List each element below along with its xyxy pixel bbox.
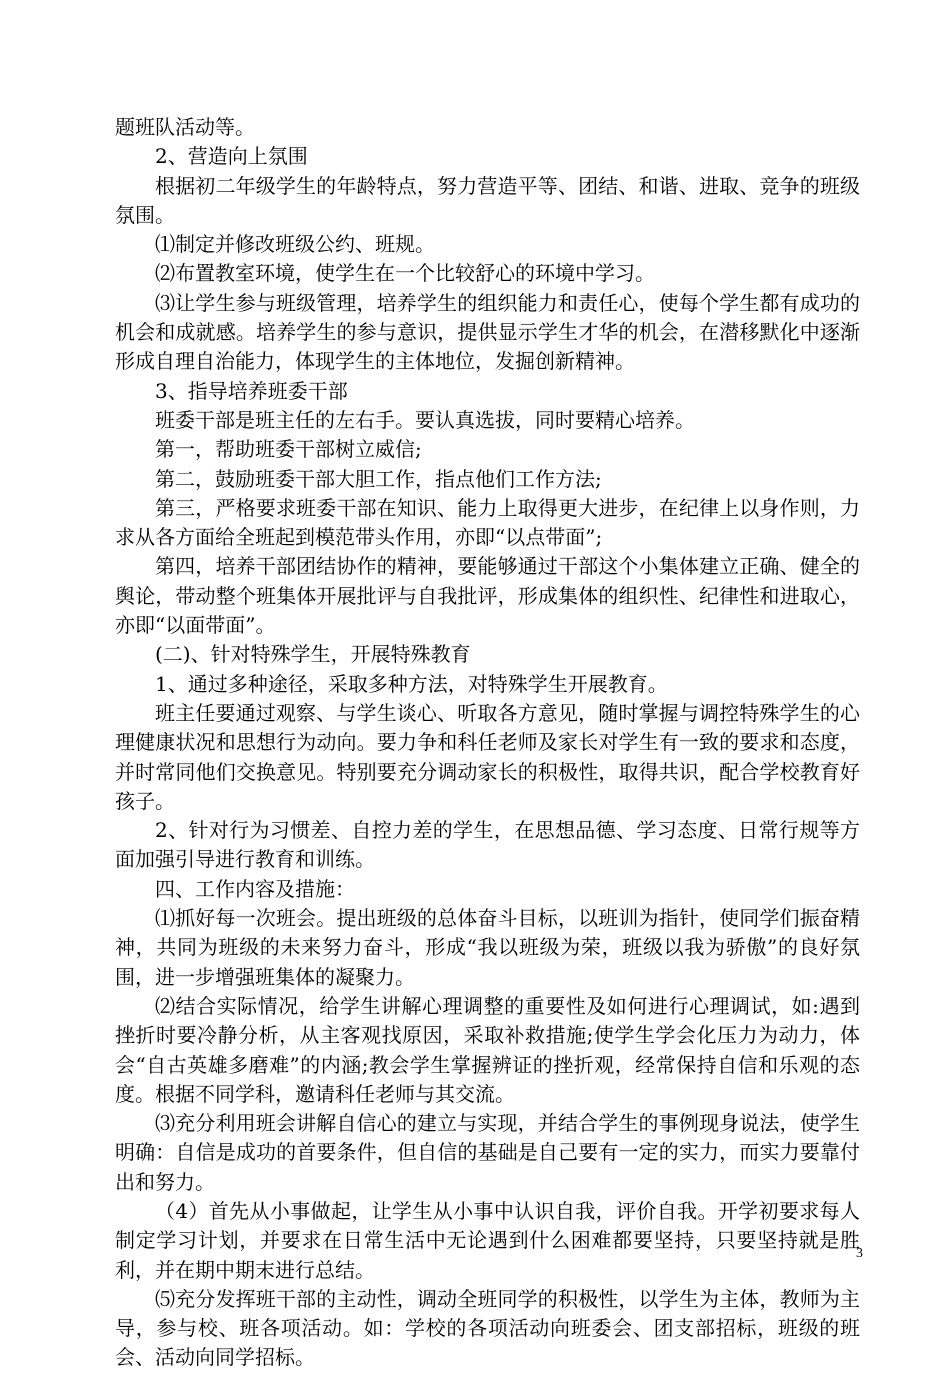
document-body <box>115 113 860 1373</box>
section-heading: 3、指导培养班委干部 <box>155 378 348 403</box>
paragraph: 班委干部是班主任的左右手。要认真选拔，同时要精心培养。 <box>155 407 695 432</box>
list-item: ⑶充分利用班会讲解自信心的建立与实现，并结合学生的事例现身说法，使学生明确：自信是成功的首要条件，但自信的基础是自己要有一定的实力，而实力要靠付出和努力。 <box>115 1111 860 1194</box>
list-item: ⑶让学生参与班级管理，培养学生的组织能力和责任心，使每个学生都有成功的机会和成就感。培养学生的参与意识，提供显示学生才华的机会，在潜移默化中逐渐形成自理自治能力，体现学生的主体地位，发掘创新精神。 <box>115 290 860 374</box>
paragraph: 班主任要通过观察、与学生谈心、听取各方意见，随时掌握与调控特殊学生的心理健康状况和思想行为动向。要力争和科任老师及家长对学生有一致的要求和态度，并时常同他们交换意见。特别要充分调动家长的积极性，取得共识，配合学校教育好孩子。 <box>115 700 860 813</box>
list-item: （4）首先从小事做起，让学生从小事中认识自我，评价自我。开学初要求每人制定学习计划，并要求在日常生活中无论遇到什么困难都要坚持，只要坚持就是胜利，并在期中期末进行总结。 <box>115 1198 860 1282</box>
section-heading: 四、工作内容及措施： <box>155 876 355 901</box>
list-item: ⑸充分发挥班干部的主动性，调动全班同学的积极性，以学生为主体，教师为主导，参与校、班各项活动。如：学校的各项活动向班委会、团支部招标，班级的班会、活动向同学招标。 <box>115 1286 860 1370</box>
list-item: 第四，培养干部团结协作的精神，要能够通过干部这个小集体建立正确、健全的舆论，带动整个班集体开展批评与自我批评，形成集体的组织性、纪律性和进取心，亦即“以面带面”。 <box>115 554 860 638</box>
list-item: 第一，帮助班委干部树立威信; <box>155 437 422 462</box>
section-heading: 2、营造向上氛围 <box>155 144 308 169</box>
section-heading: (二)、针对特殊学生，开展特殊教育 <box>155 642 471 667</box>
paragraph: 题班队活动等。 <box>115 115 255 139</box>
list-item: ⑵布置教室环境，使学生在一个比较舒心的环境中学习。 <box>155 261 655 286</box>
list-item: ⑵结合实际情况，给学生讲解心理调整的重要性及如何进行心理调试，如:遇到挫折时要冷静分析，从主客观找原因，采取补救措施;使学生学会化压力为动力，体会“自古英雄多磨难”的内涵;教会学生掌握辨证的挫折观，经常保持自信和乐观的态度。根据不同学科，邀请科任老师与其交流。 <box>115 993 860 1106</box>
paragraph: 根据初二年级学生的年龄特点，努力营造平等、团结、和谐、进取、竞争的班级氛围。 <box>115 173 860 227</box>
page-number: 3 <box>856 1246 863 1261</box>
list-item: ⑴抓好每一次班会。提出班级的总体奋斗目标，以班训为指针，使同学们振奋精神，共同为班级的未来努力奋斗，形成“我以班级为荣，班级以我为骄傲”的良好氛围，进一步增强班集体的凝聚力。 <box>115 906 860 989</box>
section-heading: 1、通过多种途径，采取多种方法，对特殊学生开展教育。 <box>155 671 668 696</box>
list-item: 第二，鼓励班委干部大胆工作，指点他们工作方法; <box>155 466 602 491</box>
paragraph: 2、针对行为习惯差、自控力差的学生，在思想品德、学习态度、日常行规等方面加强引导进行教育和训练。 <box>115 818 860 872</box>
list-item: ⑴制定并修改班级公约、班规。 <box>155 232 435 257</box>
list-item: 第三，严格要求班委干部在知识、能力上取得更大进步，在纪律上以身作则，力求从各方面给全班起到模范带头作用，亦即“以点带面”; <box>115 495 860 550</box>
